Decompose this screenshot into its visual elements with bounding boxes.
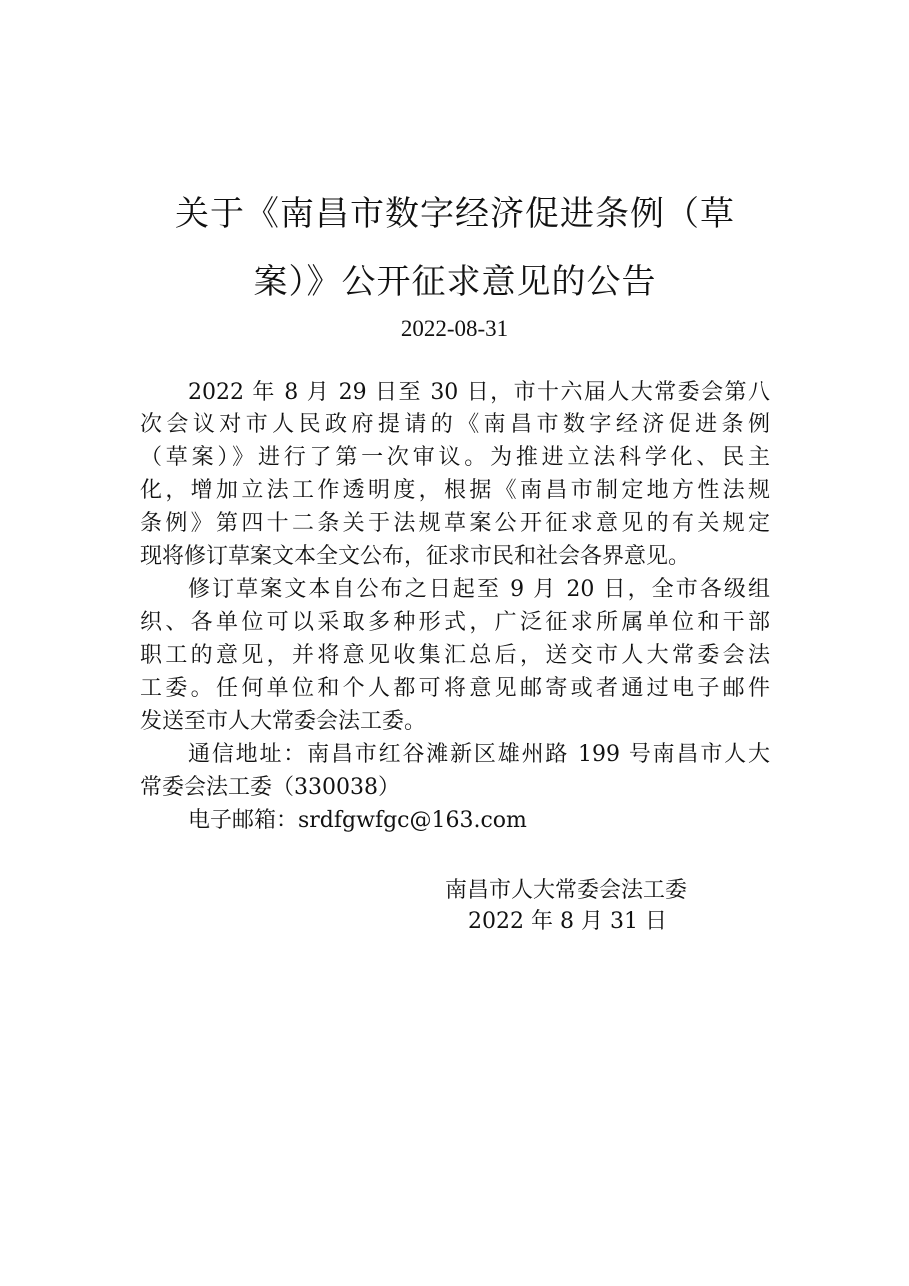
body-line-8: 织、各单位可以采取多种形式，广泛征求所属单位和干部 [140, 610, 770, 635]
address-line-2: 常委会法工委（330038） [140, 775, 400, 800]
body-line-7: 修订草案文本自公布之日起至 9 月 20 日，全市各级组 [188, 577, 770, 602]
body-line-11: 发送至市人大常委会法工委。 [140, 709, 427, 734]
body-line-10: 工委。任何单位和个人都可将意见邮寄或者通过电子邮件 [140, 676, 770, 701]
signature-date: 2022 年 8 月 31 日 [468, 909, 667, 934]
address-line-1: 通信地址：南昌市红谷滩新区雄州路 199 号南昌市人大 [188, 742, 770, 767]
body-line-5: 条例》第四十二条关于法规草案公开征求意见的有关规定 [140, 511, 770, 536]
publish-date: 2022-08-31 [400, 316, 509, 341]
body-line-9: 职工的意见，并将意见收集汇总后，送交市人大常委会法 [140, 643, 770, 668]
body-line-1: 2022 年 8 月 29 日至 30 日，市十六届人大常委会第八 [188, 380, 770, 405]
email-line: 电子邮箱：srdfgwfgc@163.com [188, 808, 527, 833]
signature-organization: 南昌市人大常委会法工委 [445, 878, 688, 903]
title-line-2: 案）》公开征求意见的公告 [253, 262, 657, 302]
title-line-1: 关于《南昌市数字经济促进条例（草 [175, 194, 735, 234]
body-line-6: 现将修订草案文本全文公布，征求市民和社会各界意见。 [140, 544, 691, 569]
body-line-4: 化，增加立法工作透明度，根据《南昌市制定地方性法规 [140, 478, 770, 503]
body-line-3: （草案）》进行了第一次审议。为推进立法科学化、民主 [140, 445, 770, 470]
body-line-2: 次会议对市人民政府提请的《南昌市数字经济促进条例 [140, 412, 770, 437]
